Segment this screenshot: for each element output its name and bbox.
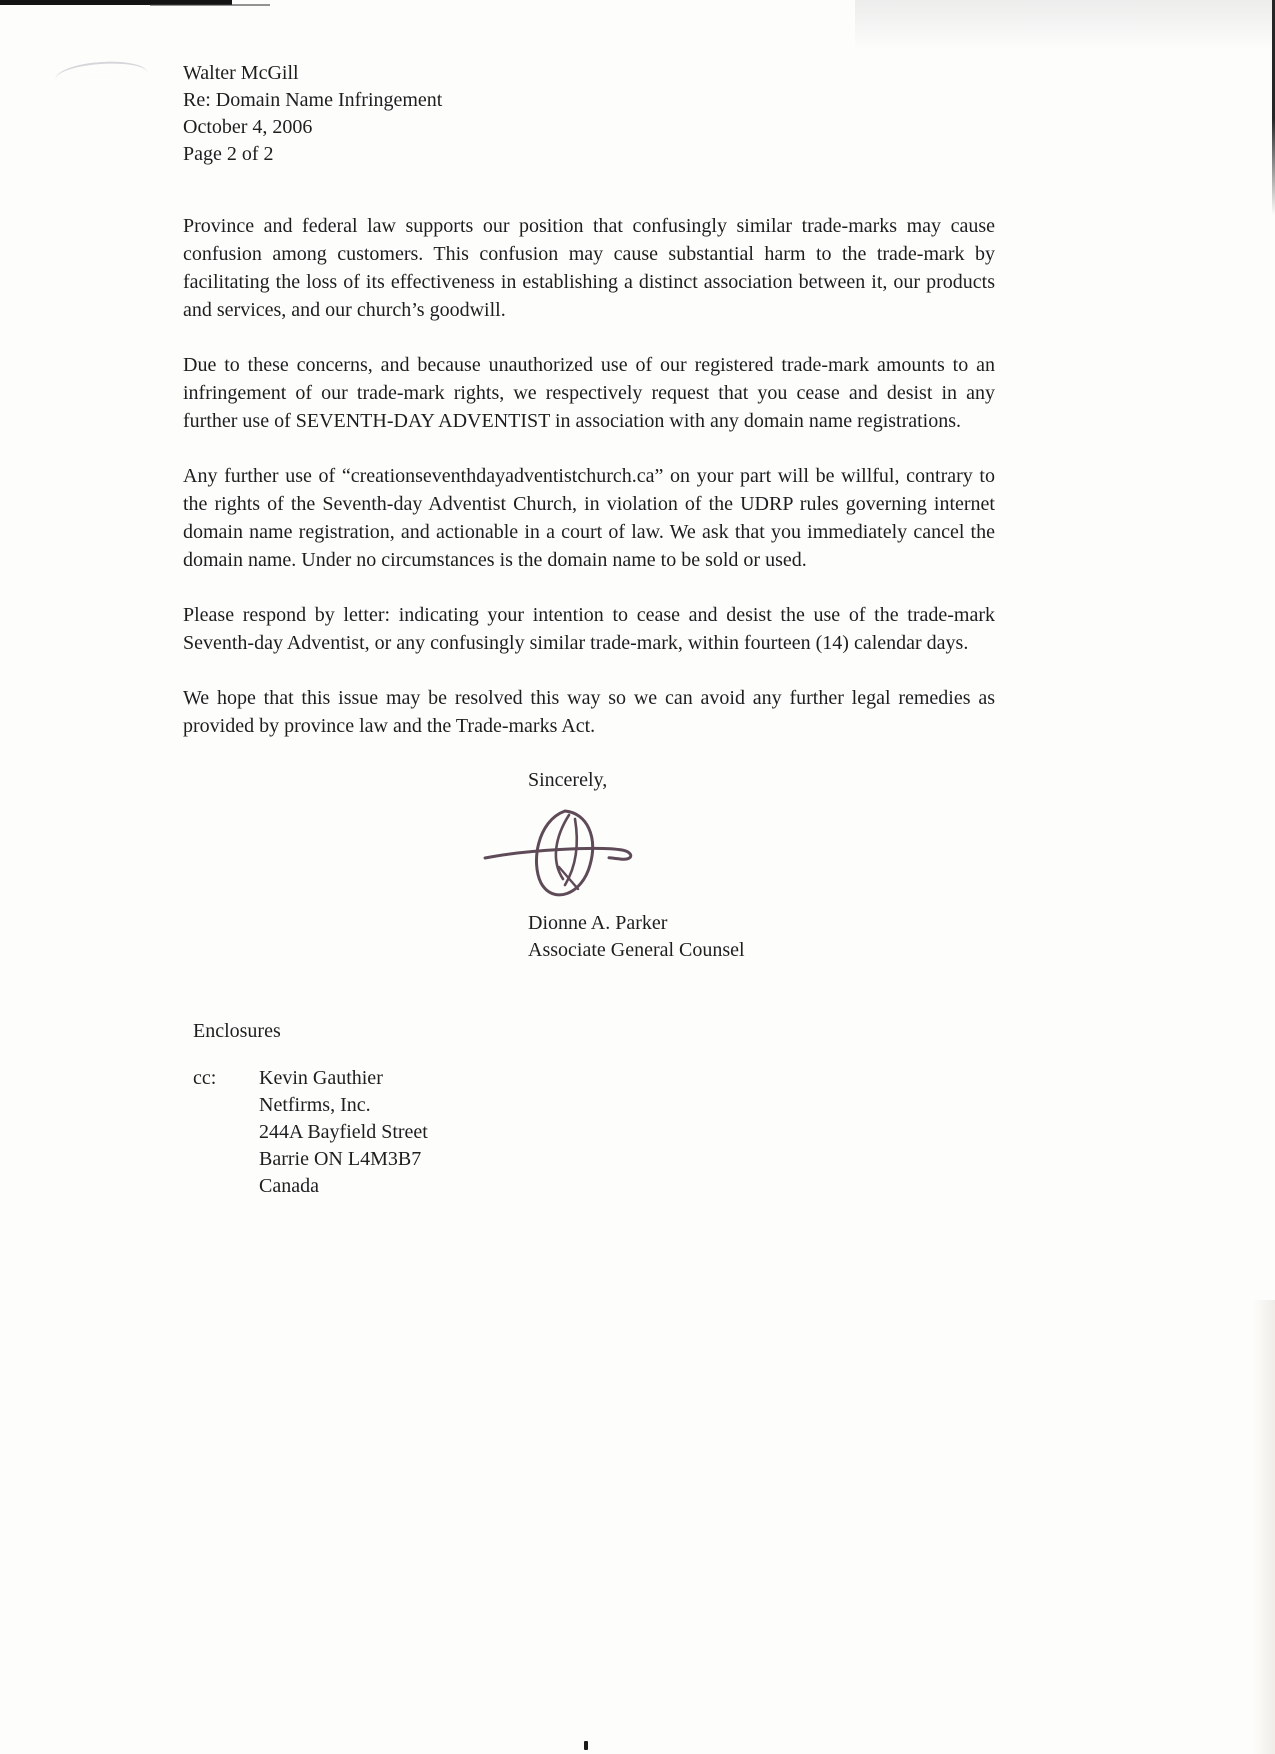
cc-address	[259, 1065, 428, 1200]
signer-title: Associate General Counsel	[528, 939, 745, 961]
paragraph-3: Any further use of “creationseventhdayadventistchurch.ca” on your part will be willful, contrary to the rights of the Seventh-day Adventist Church, in violation of the UDRP rules governing internet domain name registration, and actionable in a court of law. We ask that you immediately cancel the domain name. Under no circumstances is the domain name to be sold or used.	[183, 465, 995, 571]
header-subject: Re: Domain Name Infringement	[183, 89, 443, 111]
letter-header	[183, 60, 995, 168]
closing-salutation: Sincerely,	[528, 769, 608, 791]
paragraph-1: Province and federal law supports our position that confusingly similar trade-marks may cause confusion among customers. This confusion may cause substantial harm to the trade-mark by facilitating the loss of its effectiveness in establishing a distinct association between it, our products and services, and our church’s goodwill.	[183, 215, 995, 321]
scan-artifact-top-right-noise	[855, 0, 1275, 50]
cc-street: 244A Bayfield Street	[259, 1121, 428, 1143]
scan-artifact-bottom-right-noise	[1253, 1300, 1275, 1754]
cc-company: Netfirms, Inc.	[259, 1094, 371, 1116]
header-date: October 4, 2006	[183, 116, 313, 138]
signature-scribble-drawing	[481, 804, 641, 908]
paragraph-4: Please respond by letter: indicating your intention to cease and desist the use of the trade-mark Seventh-day Adventist, or any confusingly similar trade-mark, within fourteen (14) calendar days.	[183, 604, 995, 654]
cc-city-postal: Barrie ON L4M3B7	[259, 1148, 422, 1170]
cc-country: Canada	[259, 1175, 319, 1197]
signer-name: Dionne A. Parker	[528, 912, 668, 934]
signer-block	[528, 910, 995, 964]
header-page-number: Page 2 of 2	[183, 143, 274, 165]
paragraph-5: We hope that this issue may be resolved this way so we can avoid any further legal remedies as provided by province law and the Trade-marks Act.	[183, 687, 995, 737]
scan-artifact-top-bar-tail	[150, 4, 270, 6]
letter-content	[183, 60, 995, 1200]
header-recipient: Walter McGill	[183, 62, 299, 84]
paragraph-2: Due to these concerns, and because unauthorized use of our registered trade-mark amounts to an infringement of our trade-mark rights, we respectively request that you cease and desist in any further use of SEVENTH-DAY ADVENTIST in association with any domain name registrations.	[183, 354, 995, 432]
scan-artifact-speck	[584, 1741, 588, 1750]
scan-artifact-squiggle	[55, 59, 148, 79]
cc-name: Kevin Gauthier	[259, 1067, 383, 1089]
cc-block	[193, 1065, 995, 1200]
cc-label: cc:	[193, 1067, 217, 1089]
signature-scribble	[481, 804, 995, 908]
enclosures-label: Enclosures	[193, 1020, 281, 1042]
